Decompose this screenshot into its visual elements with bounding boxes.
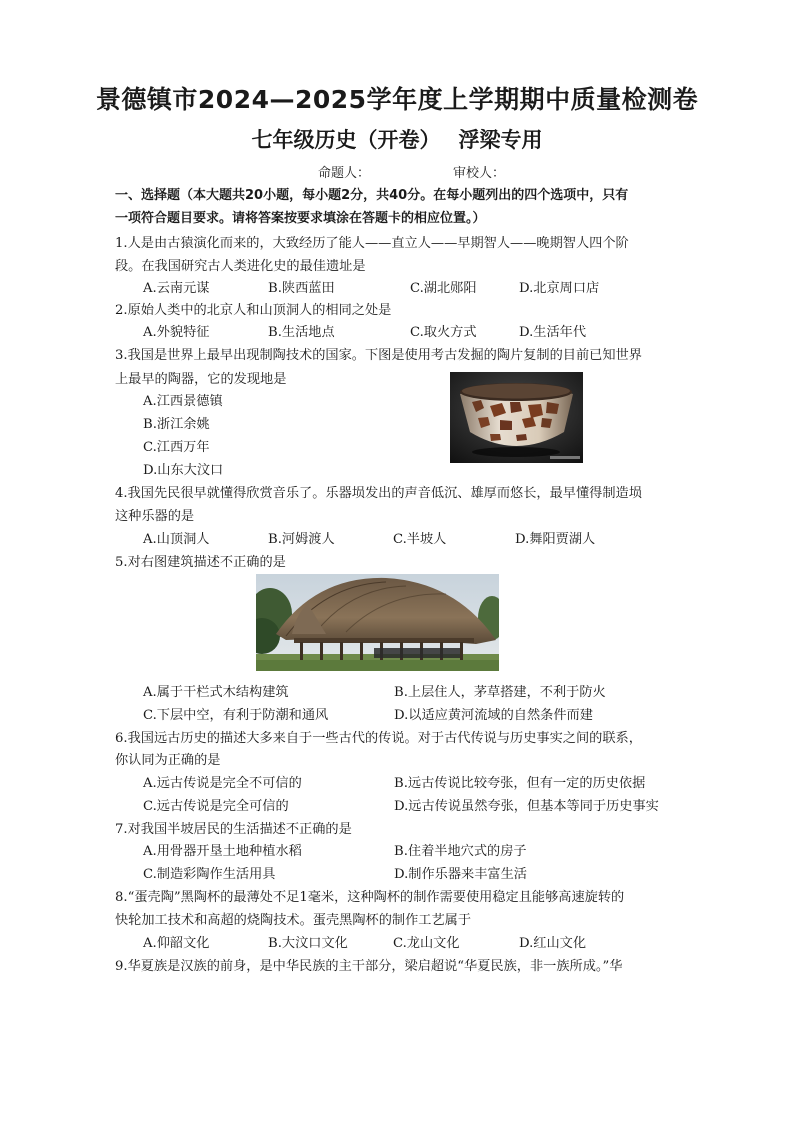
q2-option-c: C.取火方式 — [410, 325, 477, 340]
q4-option-b: B.河姆渡人 — [268, 532, 335, 547]
q5-option-b: B.上层住人，茅草搭建，不利于防火 — [394, 685, 606, 700]
q7-option-a: A.用骨器开垦土地种植水稻 — [143, 844, 302, 859]
subject-label: 七年级历史（开卷） — [251, 128, 441, 152]
reviewer-label: 审校人： — [453, 166, 506, 181]
pottery-bowl-image — [450, 372, 583, 463]
q4-stem-line2: 这种乐器的是 — [115, 509, 195, 524]
q7-option-c: C.制造彩陶作生活用具 — [143, 867, 276, 882]
q1-option-b: B.陕西蓝田 — [268, 281, 335, 296]
q6-stem-line2: 你认同为正确的是 — [115, 753, 221, 768]
q5-option-c: C.下层中空，有利于防潮和通风 — [143, 708, 329, 723]
q5-option-a: A.属于干栏式木结构建筑 — [143, 685, 289, 700]
q4-option-c: C.半坡人 — [393, 532, 447, 547]
q9-stem-line1: 9.华夏族是汉族的前身，是中华民族的主干部分，梁启超说“华夏民族，非一族所成。”华 — [115, 959, 623, 974]
q4-option-d: D.舞阳贾湖人 — [515, 532, 596, 547]
q3-option-a: A.江西景德镇 — [143, 394, 223, 409]
section-heading-line2: 一项符合题目要求。请将答案按要求填涂在答题卡的相应位置。） — [115, 211, 486, 226]
q8-option-c: C.龙山文化 — [393, 936, 460, 951]
q2-stem-line1: 2.原始人类中的北京人和山顶洞人的相同之处是 — [115, 303, 392, 318]
q2-option-a: A.外貌特征 — [143, 325, 210, 340]
stilt-house-image — [256, 574, 499, 671]
q4-option-a: A.山顶洞人 — [143, 532, 210, 547]
q5-stem-line1: 5.对右图建筑描述不正确的是 — [115, 555, 286, 570]
q3-option-d: D.山东大汶口 — [143, 463, 224, 478]
q5-option-d: D.以适应黄河流域的自然条件而建 — [394, 708, 593, 723]
q3-stem-line2: 上最早的陶器，它的发现地是 — [115, 372, 287, 387]
q1-option-a: A.云南元谋 — [143, 281, 210, 296]
q7-option-d: D.制作乐器来丰富生活 — [394, 867, 527, 882]
q8-stem-line2: 快轮加工技术和高超的烧陶技术。蛋壳黑陶杯的制作工艺属于 — [115, 913, 472, 928]
q8-stem-line1: 8.“蛋壳陶”黑陶杯的最薄处不足1毫米，这种陶杯的制作需要使用稳定且能够高速旋转的 — [115, 890, 625, 905]
q6-option-d: D.远古传说虽然夸张，但基本等同于历史事实 — [394, 799, 659, 814]
q3-stem-line1: 3.我国是世界上最早出现制陶技术的国家。下图是使用考古发掘的陶片复制的目前已知世界 — [115, 348, 642, 363]
q3-option-b: B.浙江余姚 — [143, 417, 210, 432]
author-label: 命题人： — [318, 166, 371, 181]
q3-option-c: C.江西万年 — [143, 440, 210, 455]
q6-option-c: C.远古传说是完全可信的 — [143, 799, 289, 814]
q4-stem-line1: 4.我国先民很早就懂得欣赏音乐了。乐器埙发出的声音低沉、雄厚而悠长，最早懂得制造埙 — [115, 486, 642, 501]
edition-tag: 浮梁专用 — [458, 128, 543, 152]
q6-option-b: B.远古传说比较夸张，但有一定的历史依据 — [394, 776, 646, 791]
exam-subtitle — [0, 124, 794, 154]
q6-stem-line1: 6.我国远古历史的描述大多来自于一些古代的传说。对于古代传说与历史事实之间的联系， — [115, 731, 642, 746]
section-heading-line1: 一、选择题（本大题共20小题，每小题2分，共40分。在每小题列出的四个选项中，只有 — [115, 188, 629, 203]
q2-option-d: D.生活年代 — [519, 325, 587, 340]
q1-option-d: D.北京周口店 — [519, 281, 600, 296]
q7-option-b: B.住着半地穴式的房子 — [394, 844, 527, 859]
q1-option-c: C.湖北郧阳 — [410, 281, 477, 296]
q1-stem-line2: 段。在我国研究古人类进化史的最佳遗址是 — [115, 259, 366, 274]
q2-option-b: B.生活地点 — [268, 325, 335, 340]
q8-option-a: A.仰韶文化 — [143, 936, 210, 951]
q8-option-b: B.大汶口文化 — [268, 936, 348, 951]
q8-option-d: D.红山文化 — [519, 936, 587, 951]
q1-stem-line1: 1.人是由古猿演化而来的，大致经历了能人——直立人——早期智人——晚期智人四个阶 — [115, 236, 629, 251]
exam-title: 景德镇市2024—2025学年度上学期期中质量检测卷 — [95, 85, 699, 114]
q6-option-a: A.远古传说是完全不可信的 — [143, 776, 302, 791]
q7-stem-line1: 7.对我国半坡居民的生活描述不正确的是 — [115, 822, 352, 837]
